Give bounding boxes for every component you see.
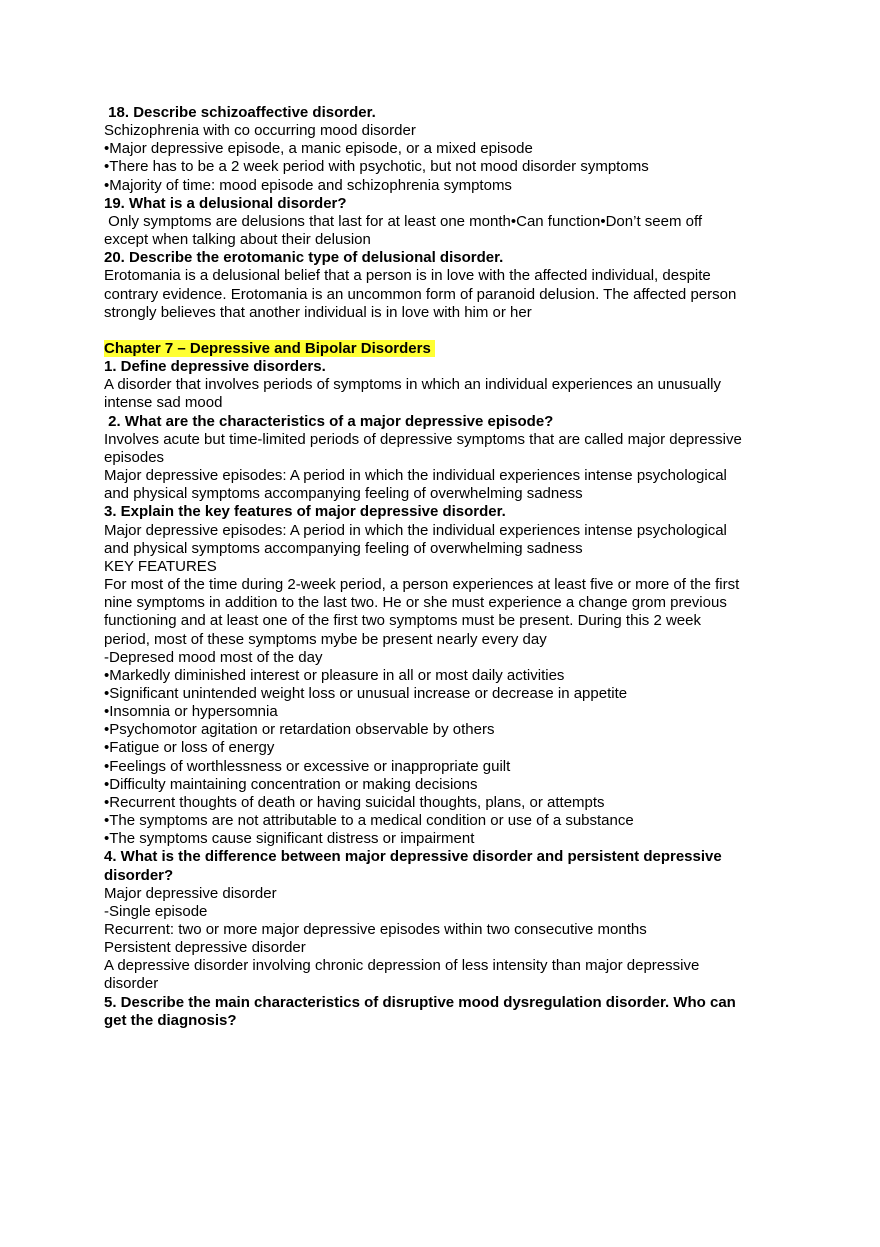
question-3: 3. Explain the key features of major depressive disorder. bbox=[104, 503, 506, 521]
symptom-item: •Feelings of worthlessness or excessive or inappropriate guilt bbox=[104, 757, 511, 775]
answer-line: Only symptoms are delusions that last for at least one month•Can function•Don’t seem off bbox=[104, 212, 703, 230]
symptom-item: •Insomnia or hypersomnia bbox=[104, 703, 278, 721]
question-19: 19. What is a delusional disorder? bbox=[104, 194, 347, 212]
answer-line: Schizophrenia with co occurring mood disorder bbox=[104, 122, 416, 140]
question-18: 18. Describe schizoaffective disorder. bbox=[104, 104, 376, 121]
answer-line: disorder bbox=[104, 975, 159, 993]
answer-line: intense sad mood bbox=[104, 394, 223, 412]
answer-line: strongly believes that another individual is in love with him or her bbox=[104, 303, 532, 321]
answer-line: functioning and at least one of the first two symptoms must be present. During this 2 week bbox=[104, 612, 701, 630]
symptom-item: •Significant unintended weight loss or unusual increase or decrease in appetite bbox=[104, 684, 628, 702]
symptom-item: •The symptoms are not attributable to a medical condition or use of a substance bbox=[104, 812, 634, 830]
symptom-item: •Recurrent thoughts of death or having suicidal thoughts, plans, or attempts bbox=[104, 793, 605, 811]
answer-line: period, most of these symptoms mybe be present nearly every day bbox=[104, 630, 547, 648]
answer-line: and physical symptoms accompanying feeling of overwhelming sadness bbox=[104, 485, 583, 503]
question-20: 20. Describe the erotomanic type of delusional disorder. bbox=[104, 249, 504, 267]
answer-line: -Single episode bbox=[104, 902, 208, 920]
answer-line: Erotomania is a delusional belief that a person is in love with the affected individual, despite bbox=[104, 267, 711, 285]
answer-line: Major depressive episodes: A period in which the individual experiences intense psychological bbox=[104, 467, 727, 485]
answer-line: For most of the time during 2-week period, a person experiences at least five or more of the first bbox=[104, 576, 740, 594]
chapter-heading bbox=[104, 340, 794, 358]
answer-line: Major depressive episodes: A period in which the individual experiences intense psychological bbox=[104, 521, 727, 539]
chapter-heading-highlight: Chapter 7 – Depressive and Bipolar Disorders bbox=[104, 340, 435, 358]
answer-line: except when talking about their delusion bbox=[104, 231, 371, 249]
question-1: 1. Define depressive disorders. bbox=[104, 358, 326, 376]
question-5-cont: get the diagnosis? bbox=[104, 1011, 237, 1029]
answer-line: Persistent depressive disorder bbox=[104, 939, 306, 957]
question-4: 4. What is the difference between major depressive disorder and persistent depressive bbox=[104, 848, 722, 866]
answer-line: nine symptoms in addition to the last two. He or she must experience a change grom previous bbox=[104, 594, 727, 612]
answer-line: Involves acute but time-limited periods of depressive symptoms that are called major depressive bbox=[104, 430, 742, 448]
blank-line bbox=[104, 322, 794, 340]
symptom-item: •Markedly diminished interest or pleasure in all or most daily activities bbox=[104, 666, 565, 684]
answer-line: Major depressive disorder bbox=[104, 884, 277, 902]
answer-line: episodes bbox=[104, 448, 165, 466]
symptom-item: •Psychomotor agitation or retardation observable by others bbox=[104, 721, 495, 739]
answer-line: and physical symptoms accompanying feeling of overwhelming sadness bbox=[104, 539, 583, 557]
answer-line: A depressive disorder involving chronic depression of less intensity than major depressive bbox=[104, 957, 700, 975]
symptom-item: -Depresed mood most of the day bbox=[104, 648, 323, 666]
symptom-item: •Fatigue or loss of energy bbox=[104, 739, 275, 757]
answer-line: •Majority of time: mood episode and schizophrenia symptoms bbox=[104, 176, 512, 194]
question-5: 5. Describe the main characteristics of disruptive mood dysregulation disorder. Who can bbox=[104, 993, 736, 1011]
question-2: 2. What are the characteristics of a major depressive episode? bbox=[104, 412, 554, 430]
answer-line: contrary evidence. Erotomania is an uncommon form of paranoid delusion. The affected person bbox=[104, 285, 737, 303]
key-features-label: KEY FEATURES bbox=[104, 557, 217, 575]
answer-line: •There has to be a 2 week period with psychotic, but not mood disorder symptoms bbox=[104, 158, 649, 176]
answer-line: Recurrent: two or more major depressive episodes within two consecutive months bbox=[104, 921, 647, 939]
answer-line: A disorder that involves periods of symptoms in which an individual experiences an unusually bbox=[104, 376, 721, 394]
symptom-item: •The symptoms cause significant distress or impairment bbox=[104, 830, 475, 848]
answer-line: •Major depressive episode, a manic episode, or a mixed episode bbox=[104, 140, 533, 158]
question-4-cont: disorder? bbox=[104, 866, 174, 884]
symptom-item: •Difficulty maintaining concentration or making decisions bbox=[104, 775, 478, 793]
document-page bbox=[104, 104, 794, 1030]
